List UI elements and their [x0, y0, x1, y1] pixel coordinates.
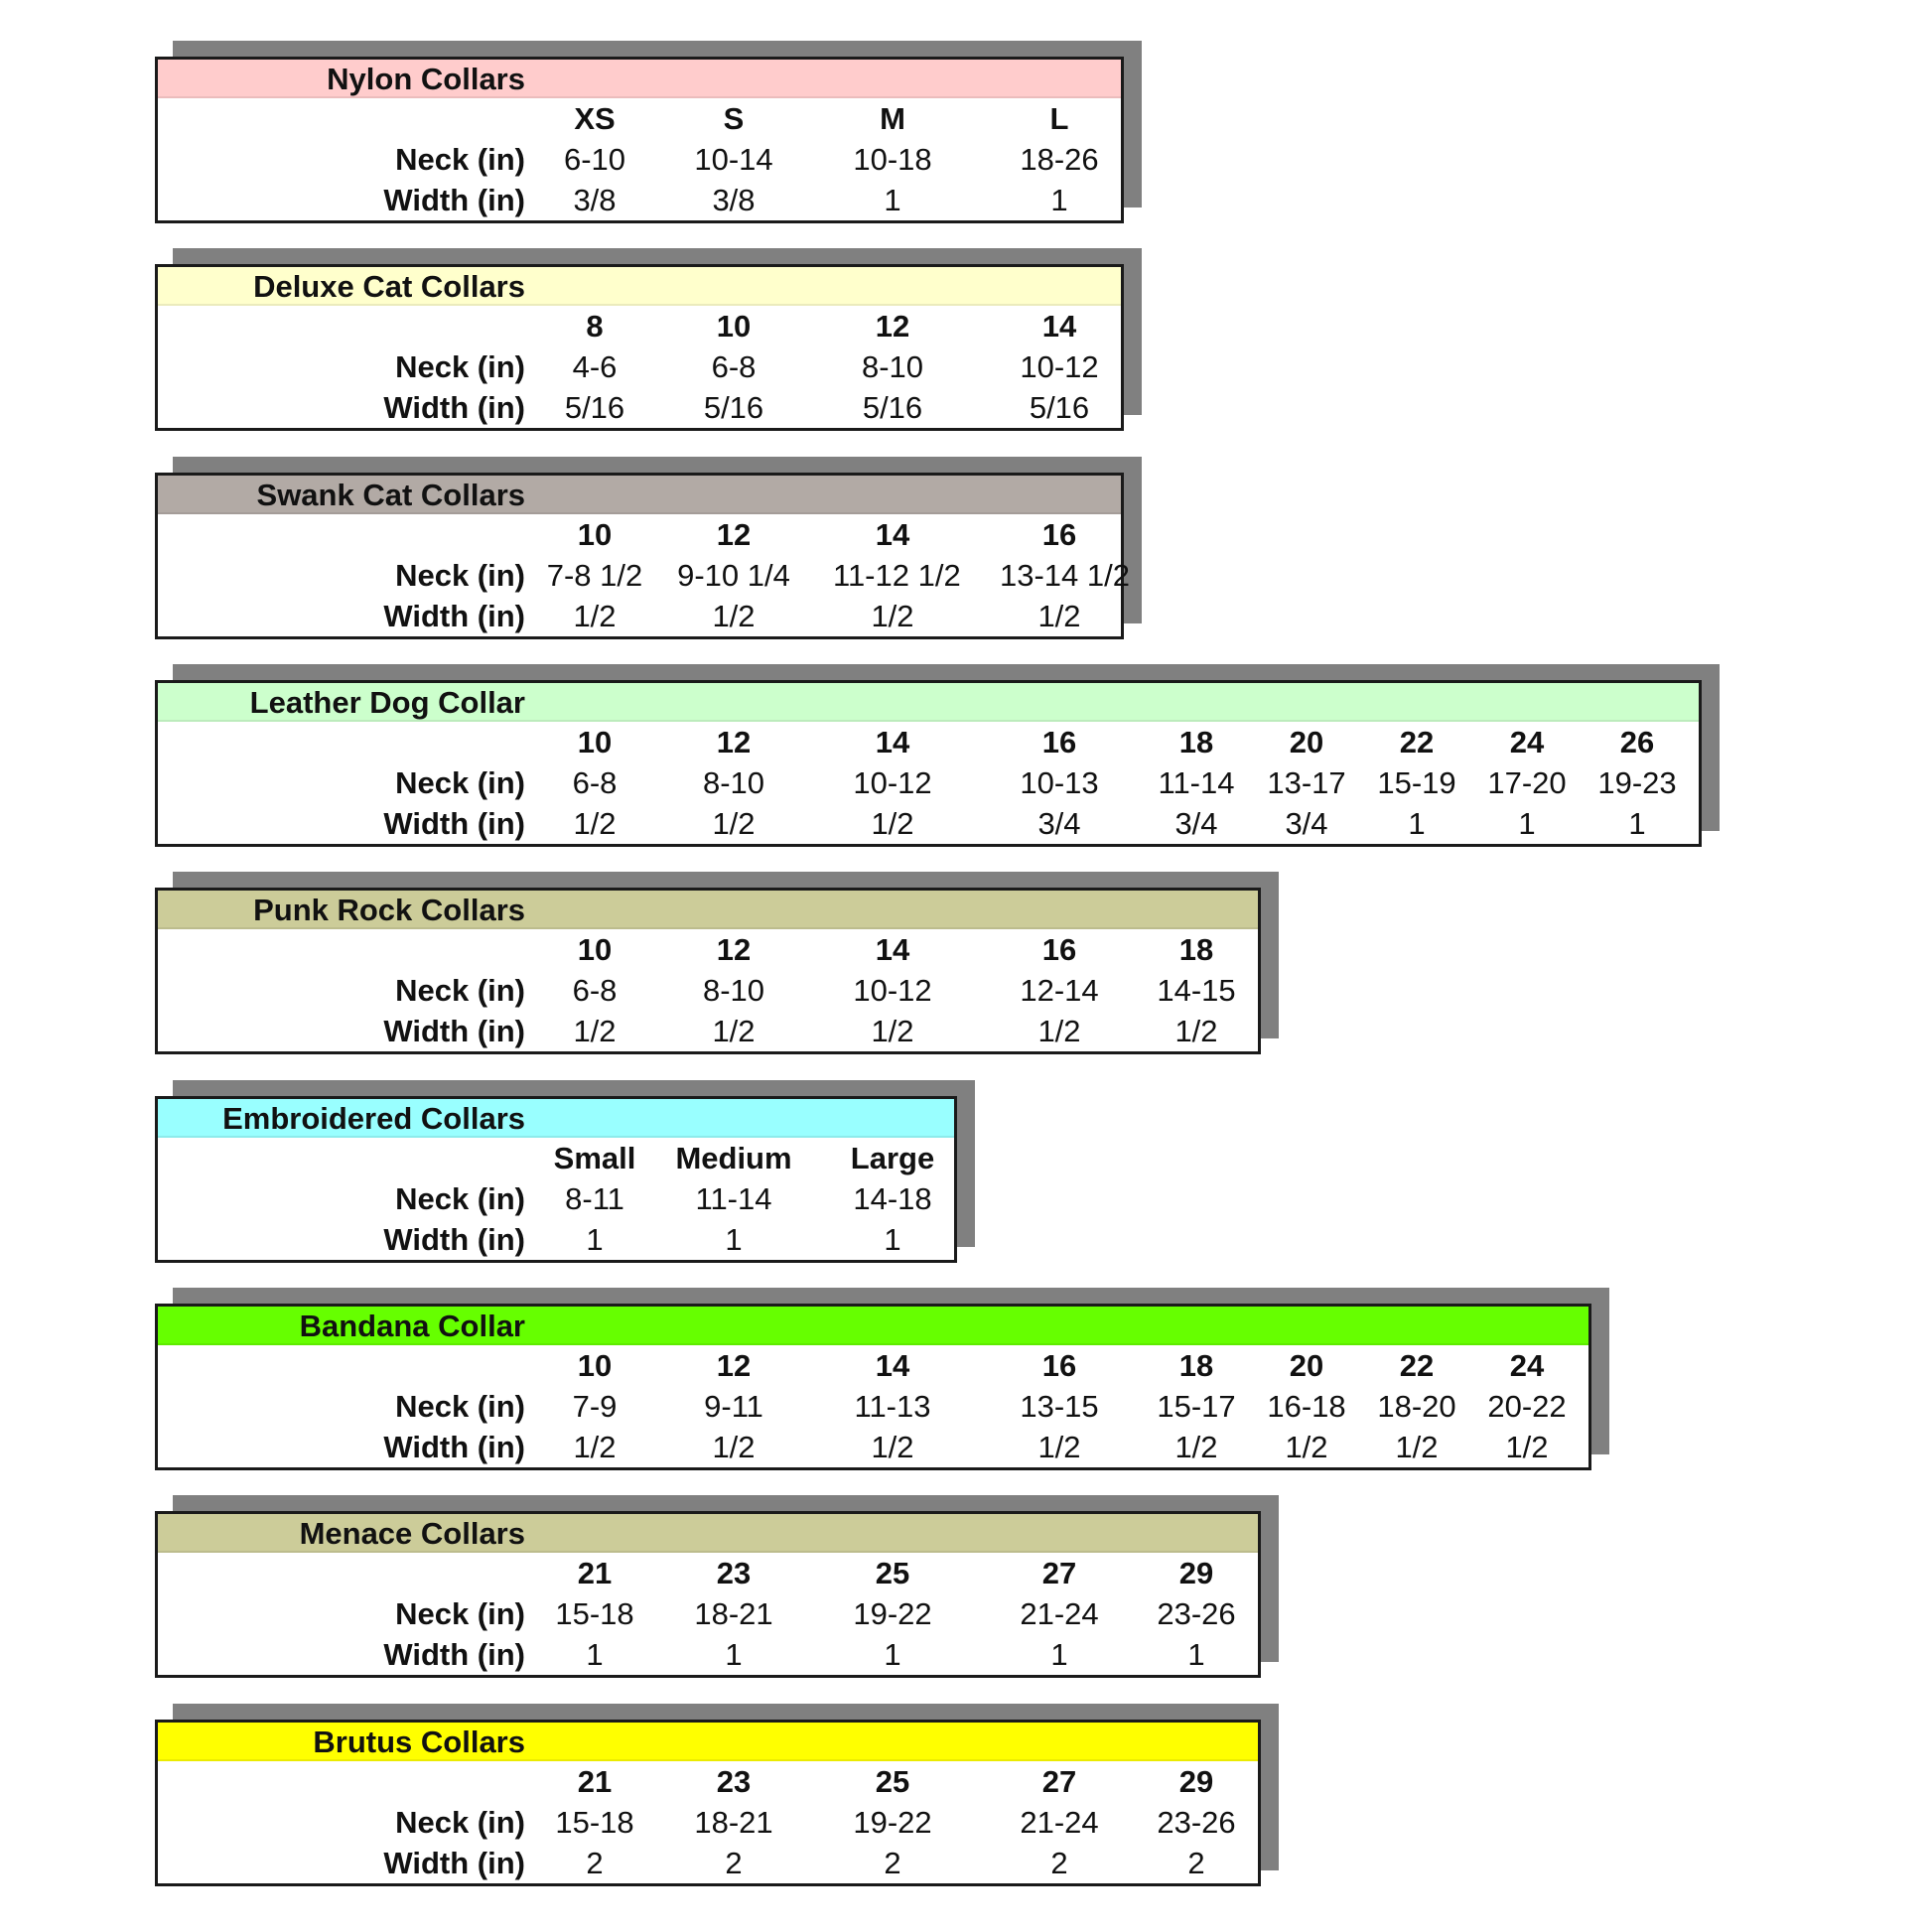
width-label: Width (in)	[383, 1222, 525, 1257]
neck-label: Neck (in)	[395, 1389, 525, 1424]
size-header-cell: 14	[875, 1348, 910, 1383]
width-label: Width (in)	[383, 806, 525, 841]
sizes-row	[158, 1345, 1588, 1386]
size-header-cell: 12	[875, 309, 910, 344]
table-title: Deluxe Cat Collars	[253, 269, 525, 304]
sizes-row	[158, 929, 1258, 970]
size-table	[155, 1304, 1591, 1470]
width-label: Width (in)	[383, 390, 525, 425]
size-chart	[155, 1720, 1261, 1886]
size-header-cell: 12	[716, 1348, 752, 1383]
size-header-cell: 14	[875, 932, 910, 967]
width-value-cell: 1	[586, 1222, 604, 1257]
table-title: Leather Dog Collar	[249, 685, 525, 720]
size-header-cell: 14	[875, 725, 910, 759]
width-value-cell: 2	[1050, 1846, 1068, 1880]
size-header-cell: 21	[577, 1556, 613, 1590]
table-title: Embroidered Collars	[222, 1101, 525, 1136]
width-value-cell: 1/2	[1505, 1430, 1549, 1464]
size-header-cell: 12	[716, 517, 752, 552]
width-value-cell: 1/2	[573, 806, 617, 841]
neck-value-cell: 8-10	[702, 765, 765, 800]
neck-value-cell: 14-15	[1157, 973, 1236, 1008]
neck-value-cell: 6-8	[572, 973, 618, 1008]
width-value-cell: 1/2	[871, 1014, 914, 1048]
neck-value-cell: 9-11	[704, 1389, 763, 1424]
width-value-cell: 2	[1187, 1846, 1205, 1880]
size-table	[155, 1511, 1261, 1678]
table-title: Nylon Collars	[327, 62, 525, 96]
width-label: Width (in)	[383, 1014, 525, 1048]
neck-label: Neck (in)	[395, 1181, 525, 1216]
neck-value-cell: 8-11	[565, 1181, 624, 1216]
width-row	[158, 1219, 954, 1260]
neck-value-cell: 16-18	[1267, 1389, 1346, 1424]
sizes-row	[158, 306, 1121, 346]
sizes-row	[158, 722, 1699, 762]
size-header-cell: 23	[716, 1556, 752, 1590]
width-row	[158, 1011, 1258, 1051]
size-header-cell: 25	[875, 1556, 910, 1590]
neck-value-cell: 11-14	[1158, 765, 1235, 800]
size-header-cell: Medium	[675, 1141, 792, 1175]
neck-value-cell: 18-26	[1020, 142, 1099, 177]
size-header-cell: 10	[577, 932, 613, 967]
neck-row	[158, 1178, 954, 1219]
width-value-cell: 1	[1518, 806, 1536, 841]
width-value-cell: 1/2	[871, 806, 914, 841]
sizes-row	[158, 514, 1121, 555]
size-header-cell: 10	[577, 517, 613, 552]
width-value-cell: 1/2	[1037, 599, 1081, 633]
width-value-cell: 1	[1050, 1637, 1068, 1672]
size-chart	[155, 1304, 1591, 1470]
table-title-bar	[158, 267, 1121, 306]
width-value-cell: 1/2	[871, 1430, 914, 1464]
neck-value-cell: 9-10 1/4	[677, 558, 790, 593]
size-table	[155, 1096, 957, 1263]
size-header-cell: 27	[1041, 1556, 1077, 1590]
width-label: Width (in)	[383, 1637, 525, 1672]
size-header-cell: L	[1049, 101, 1069, 136]
size-header-cell: 20	[1289, 725, 1324, 759]
width-value-cell: 1/2	[573, 599, 617, 633]
neck-row	[158, 139, 1121, 180]
neck-value-cell: 10-13	[1020, 765, 1099, 800]
width-value-cell: 1/2	[1285, 1430, 1328, 1464]
width-value-cell: 3/4	[1174, 806, 1218, 841]
neck-label: Neck (in)	[395, 558, 525, 593]
width-value-cell: 1	[1408, 806, 1426, 841]
width-value-cell: 1	[884, 1637, 901, 1672]
neck-value-cell: 23-26	[1157, 1805, 1236, 1840]
size-header-cell: 24	[1509, 725, 1545, 759]
size-header-cell: 18	[1178, 725, 1214, 759]
width-value-cell: 3/8	[712, 183, 756, 217]
size-header-cell: 25	[875, 1764, 910, 1799]
neck-row	[158, 1593, 1258, 1634]
width-value-cell: 1/2	[712, 1430, 756, 1464]
size-chart	[155, 1511, 1261, 1678]
table-title-bar	[158, 683, 1699, 722]
size-header-cell: 24	[1509, 1348, 1545, 1383]
neck-label: Neck (in)	[395, 1596, 525, 1631]
width-value-cell: 1	[884, 1222, 901, 1257]
table-title-bar	[158, 1307, 1588, 1345]
neck-value-cell: 10-12	[1020, 349, 1099, 384]
sizes-row	[158, 1761, 1258, 1802]
neck-label: Neck (in)	[395, 349, 525, 384]
size-header-cell: 12	[716, 725, 752, 759]
size-header-cell: 22	[1399, 725, 1435, 759]
size-header-cell: 16	[1041, 517, 1077, 552]
neck-label: Neck (in)	[395, 765, 525, 800]
neck-value-cell: 6-8	[711, 349, 757, 384]
size-header-cell: S	[723, 101, 745, 136]
neck-value-cell: 8-10	[861, 349, 924, 384]
neck-row	[158, 1802, 1258, 1843]
width-value-cell: 1/2	[573, 1014, 617, 1048]
neck-value-cell: 10-12	[853, 973, 932, 1008]
size-header-cell: 26	[1619, 725, 1655, 759]
width-row	[158, 803, 1699, 844]
width-value-cell: 1	[1050, 183, 1068, 217]
size-header-cell: 27	[1041, 1764, 1077, 1799]
size-table	[155, 57, 1124, 223]
size-header-cell: 18	[1178, 932, 1214, 967]
neck-value-cell: 19-22	[853, 1805, 932, 1840]
sizes-row	[158, 1553, 1258, 1593]
size-header-cell: 16	[1041, 932, 1077, 967]
neck-value-cell: 20-22	[1487, 1389, 1567, 1424]
neck-value-cell: 13-14 1/2	[1000, 558, 1130, 593]
width-value-cell: 1/2	[573, 1430, 617, 1464]
size-header-cell: 16	[1041, 725, 1077, 759]
width-row	[158, 180, 1121, 220]
neck-value-cell: 10-12	[853, 765, 932, 800]
width-value-cell: 3/8	[573, 183, 617, 217]
width-value-cell: 1	[725, 1222, 743, 1257]
neck-value-cell: 15-18	[555, 1805, 634, 1840]
neck-value-cell: 11-12 1/2	[833, 558, 961, 593]
width-value-cell: 1	[725, 1637, 743, 1672]
neck-row	[158, 1386, 1588, 1427]
neck-value-cell: 21-24	[1020, 1805, 1099, 1840]
width-value-cell: 2	[586, 1846, 604, 1880]
table-title: Bandana Collar	[299, 1309, 525, 1343]
table-title-bar	[158, 476, 1121, 514]
neck-row	[158, 970, 1258, 1011]
width-value-cell: 1/2	[1037, 1014, 1081, 1048]
neck-value-cell: 15-19	[1377, 765, 1456, 800]
width-value-cell: 1/2	[871, 599, 914, 633]
size-chart	[155, 1096, 957, 1263]
neck-value-cell: 10-14	[694, 142, 773, 177]
width-value-cell: 1	[884, 183, 901, 217]
width-row	[158, 1427, 1588, 1467]
neck-label: Neck (in)	[395, 142, 525, 177]
size-header-cell: Small	[553, 1141, 636, 1175]
table-title-bar	[158, 1514, 1258, 1553]
neck-value-cell: 18-20	[1377, 1389, 1456, 1424]
neck-value-cell: 14-18	[853, 1181, 932, 1216]
size-header-cell: 16	[1041, 1348, 1077, 1383]
table-title: Menace Collars	[299, 1516, 525, 1551]
neck-value-cell: 6-10	[563, 142, 626, 177]
size-chart	[155, 888, 1261, 1054]
width-value-cell: 1/2	[712, 1014, 756, 1048]
width-value-cell: 1/2	[712, 806, 756, 841]
size-header-cell: 18	[1178, 1348, 1214, 1383]
size-header-cell: Large	[850, 1141, 935, 1175]
width-value-cell: 1	[1628, 806, 1646, 841]
size-header-cell: 21	[577, 1764, 613, 1799]
size-chart	[155, 264, 1124, 431]
neck-value-cell: 11-13	[854, 1389, 931, 1424]
size-table	[155, 888, 1261, 1054]
table-title-bar	[158, 60, 1121, 98]
width-value-cell: 3/4	[1285, 806, 1328, 841]
size-header-cell: 14	[1041, 309, 1077, 344]
size-header-cell: XS	[574, 101, 616, 136]
size-header-cell: 8	[586, 309, 604, 344]
width-value-cell: 2	[884, 1846, 901, 1880]
size-header-cell: 29	[1178, 1764, 1214, 1799]
width-label: Width (in)	[383, 1846, 525, 1880]
width-row	[158, 1843, 1258, 1883]
table-title-bar	[158, 891, 1258, 929]
sizes-row	[158, 1138, 954, 1178]
width-value-cell: 1/2	[1174, 1430, 1218, 1464]
size-header-cell: 29	[1178, 1556, 1214, 1590]
size-chart	[155, 57, 1124, 223]
width-value-cell: 2	[725, 1846, 743, 1880]
width-label: Width (in)	[383, 183, 525, 217]
size-table	[155, 680, 1702, 847]
width-row	[158, 1634, 1258, 1675]
neck-value-cell: 8-10	[702, 973, 765, 1008]
width-row	[158, 387, 1121, 428]
size-table	[155, 1720, 1261, 1886]
width-value-cell: 3/4	[1037, 806, 1081, 841]
neck-label: Neck (in)	[395, 973, 525, 1008]
neck-value-cell: 15-17	[1157, 1389, 1236, 1424]
neck-value-cell: 18-21	[694, 1596, 773, 1631]
size-header-cell: 22	[1399, 1348, 1435, 1383]
width-value-cell: 1/2	[1395, 1430, 1439, 1464]
table-title: Brutus Collars	[313, 1725, 525, 1759]
neck-value-cell: 19-22	[853, 1596, 932, 1631]
neck-value-cell: 21-24	[1020, 1596, 1099, 1631]
width-label: Width (in)	[383, 1430, 525, 1464]
width-value-cell: 5/16	[862, 390, 923, 425]
width-value-cell: 1	[586, 1637, 604, 1672]
neck-value-cell: 15-18	[555, 1596, 634, 1631]
neck-value-cell: 18-21	[694, 1805, 773, 1840]
size-table	[155, 264, 1124, 431]
neck-value-cell: 10-18	[853, 142, 932, 177]
neck-value-cell: 7-8 1/2	[546, 558, 643, 593]
size-header-cell: M	[880, 101, 905, 136]
width-value-cell: 5/16	[1029, 390, 1090, 425]
neck-value-cell: 19-23	[1597, 765, 1677, 800]
neck-value-cell: 17-20	[1487, 765, 1567, 800]
width-value-cell: 5/16	[564, 390, 625, 425]
neck-value-cell: 23-26	[1157, 1596, 1236, 1631]
neck-value-cell: 4-6	[572, 349, 618, 384]
neck-row	[158, 762, 1699, 803]
size-header-cell: 10	[577, 1348, 613, 1383]
size-header-cell: 20	[1289, 1348, 1324, 1383]
table-title: Punk Rock Collars	[253, 893, 525, 927]
size-header-cell: 10	[716, 309, 752, 344]
neck-value-cell: 13-17	[1267, 765, 1346, 800]
neck-row	[158, 346, 1121, 387]
size-header-cell: 10	[577, 725, 613, 759]
sizes-row	[158, 98, 1121, 139]
width-value-cell: 1/2	[1174, 1014, 1218, 1048]
size-header-cell: 14	[875, 517, 910, 552]
neck-value-cell: 6-8	[572, 765, 618, 800]
width-label: Width (in)	[383, 599, 525, 633]
neck-row	[158, 555, 1130, 596]
size-chart	[155, 473, 1130, 639]
size-header-cell: 23	[716, 1764, 752, 1799]
table-title: Swank Cat Collars	[256, 478, 525, 512]
size-chart	[155, 680, 1702, 847]
width-row	[158, 596, 1121, 636]
table-title-bar	[158, 1099, 954, 1138]
width-value-cell: 1/2	[712, 599, 756, 633]
width-value-cell: 1/2	[1037, 1430, 1081, 1464]
size-header-cell: 12	[716, 932, 752, 967]
neck-label: Neck (in)	[395, 1805, 525, 1840]
width-value-cell: 1	[1187, 1637, 1205, 1672]
size-table	[155, 473, 1130, 639]
neck-value-cell: 12-14	[1020, 973, 1099, 1008]
neck-value-cell: 11-14	[695, 1181, 772, 1216]
table-title-bar	[158, 1723, 1258, 1761]
neck-value-cell: 13-15	[1020, 1389, 1099, 1424]
neck-value-cell: 7-9	[572, 1389, 618, 1424]
width-value-cell: 5/16	[703, 390, 764, 425]
